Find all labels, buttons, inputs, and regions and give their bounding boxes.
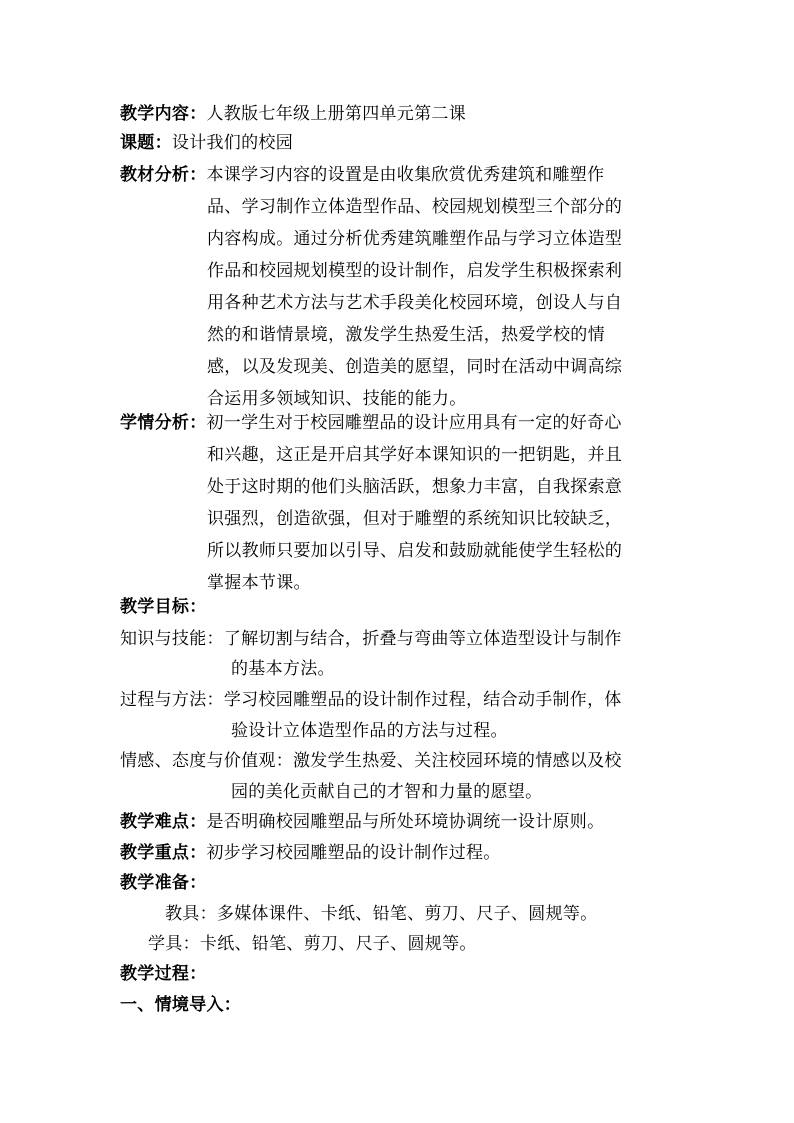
key-point-value: 初步学习校园雕塑品的设计制作过程。 — [206, 843, 501, 863]
objective-knowledge-row — [120, 627, 622, 651]
material-analysis-line: 本课学习内容的设置是由收集欣赏优秀建筑和雕塑作 — [206, 165, 605, 185]
objectives-heading: 教学目标： — [120, 597, 207, 617]
material-analysis-row — [120, 163, 604, 187]
topic-row — [120, 131, 293, 155]
key-point-label: 教学重点： — [120, 843, 207, 863]
student-analysis-line: 初一学生对于校园雕塑品的设计应用具有一定的好奇心 — [206, 413, 622, 433]
student-analysis-row — [120, 411, 622, 435]
objective-process-line: 学习校园雕塑品的设计制作过程，结合动手制作，体 — [223, 690, 622, 710]
material-analysis-line: 品、学习制作立体造型作品、校园规划模型三个部分的 — [207, 197, 623, 217]
content-value: 人教版七年级上册第四单元第二课 — [206, 104, 466, 124]
material-analysis-label: 教材分析： — [120, 165, 207, 185]
objective-knowledge-label: 知识与技能： — [120, 629, 224, 649]
preparation-teacher: 教具：多媒体课件、卡纸、铅笔、剪刀、尺子、圆规等。 — [165, 904, 598, 924]
objective-process-line: 验设计立体造型作品的方法与过程。 — [231, 721, 508, 741]
topic-label: 课题： — [120, 133, 172, 153]
content-label: 教学内容： — [120, 104, 207, 124]
student-analysis-line: 识强烈，创造欲强，但对于雕塑的系统知识比较缺乏， — [207, 509, 623, 529]
topic-value: 设计我们的校园 — [171, 133, 294, 153]
student-analysis-line: 处于这时期的他们头脑活跃，想象力丰富，自我探索意 — [207, 477, 623, 497]
objective-emotion-line: 激发学生热爱、关注校园环境的情感以及校 — [293, 751, 622, 771]
student-analysis-line: 和兴趣，这正是开启其学好本课知识的一把钥匙，并且 — [207, 445, 623, 465]
objective-emotion-label: 情感、态度与价值观： — [120, 751, 293, 771]
student-analysis-line: 掌握本节课。 — [207, 573, 311, 593]
material-analysis-line: 内容构成。通过分析优秀建筑雕塑作品与学习立体造型 — [207, 229, 623, 249]
objective-knowledge-line: 的基本方法。 — [231, 659, 335, 679]
student-analysis-line: 所以教师只要加以引导、启发和鼓励就能使学生轻松的 — [207, 541, 623, 561]
key-point-row — [120, 841, 501, 865]
difficulty-row — [120, 810, 604, 834]
preparation-student: 学具：卡纸、铅笔、剪刀、尺子、圆规等。 — [148, 934, 477, 954]
material-analysis-line: 合运用多领域知识、技能的能力。 — [207, 389, 467, 409]
objective-knowledge-line: 了解切割与结合，折叠与弯曲等立体造型设计与制作 — [223, 629, 622, 649]
material-analysis-line: 用各种艺术方法与艺术手段美化校园环境，创设人与自 — [207, 293, 623, 313]
process-heading: 教学过程： — [120, 964, 207, 984]
material-analysis-line: 然的和谐情景境，激发学生热爱生活，热爱学校的情 — [207, 325, 605, 345]
section-one-heading: 一、情境导入： — [120, 995, 242, 1015]
content-row — [120, 102, 466, 126]
material-analysis-line: 感，以及发现美、创造美的愿望，同时在活动中调高综 — [207, 357, 623, 377]
objective-emotion-line: 园的美化贡献自己的才智和力量的愿望。 — [231, 782, 543, 802]
difficulty-value: 是否明确校园雕塑品与所处环境协调统一设计原则。 — [206, 812, 605, 832]
difficulty-label: 教学难点： — [120, 812, 207, 832]
preparation-heading: 教学准备： — [120, 873, 207, 893]
objective-process-row — [120, 688, 622, 712]
material-analysis-line: 作品和校园规划模型的设计制作，启发学生积极探索利 — [207, 261, 623, 281]
objective-emotion-row — [120, 749, 622, 773]
objective-process-label: 过程与方法： — [120, 690, 224, 710]
student-analysis-label: 学情分析： — [120, 413, 207, 433]
